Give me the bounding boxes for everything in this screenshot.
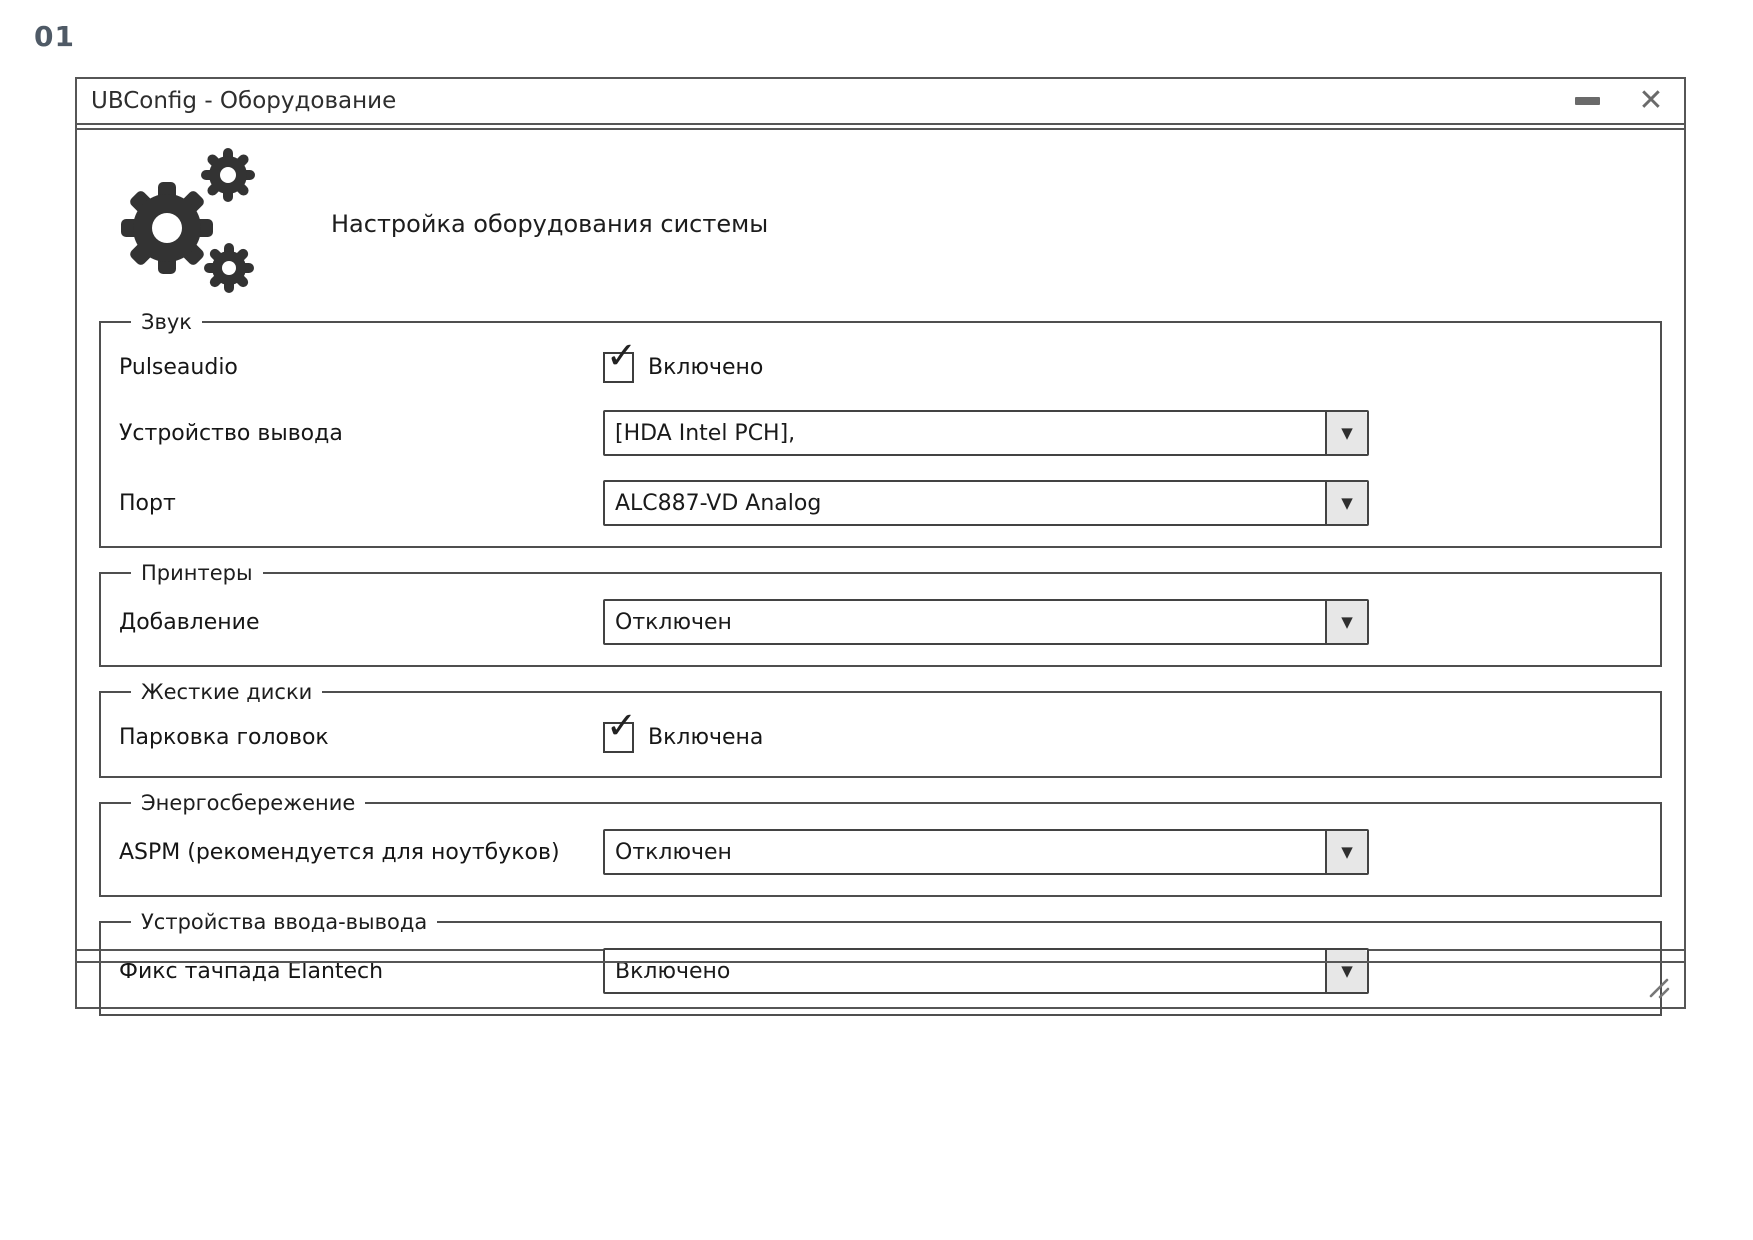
group-legend: Звук — [141, 310, 192, 334]
settings-row — [119, 587, 1642, 657]
dropdown-arrow-button[interactable] — [1325, 482, 1367, 524]
minimize-icon — [1575, 97, 1600, 105]
group-legend: Принтеры — [141, 561, 253, 585]
group-printers — [99, 561, 1662, 667]
dropdown-arrow-icon: ▼ — [1341, 493, 1353, 512]
checkmark-icon: ✓ — [606, 333, 638, 377]
dropdown-port[interactable] — [603, 480, 1369, 526]
setting-label-port: Порт — [119, 490, 176, 516]
settings-row — [119, 817, 1642, 887]
dropdown-printer-add[interactable] — [603, 599, 1369, 645]
resize-grip-icon — [1646, 975, 1672, 1001]
window-title: UBConfig - Оборудование — [91, 88, 397, 114]
gear-small-bottom — [203, 242, 255, 294]
setting-label-pulseaudio: Pulseaudio — [119, 354, 238, 380]
status-bar — [77, 958, 1684, 1007]
minimize-button[interactable] — [1572, 86, 1602, 116]
dropdown-value: Включено — [615, 958, 731, 984]
settings-row — [119, 398, 1642, 468]
group-sound — [99, 310, 1662, 548]
resize-grip[interactable] — [1646, 975, 1672, 1001]
setting-label-printer-add: Добавление — [119, 609, 260, 635]
dropdown-arrow-button[interactable] — [1325, 831, 1367, 873]
checkmark-icon: ✓ — [606, 703, 638, 747]
settings-row — [119, 703, 1642, 768]
titlebar[interactable] — [77, 79, 1684, 125]
dropdown-arrow-button[interactable] — [1325, 412, 1367, 454]
group-power-saving — [99, 791, 1662, 897]
setting-label-elantech-touchpad-fix: Фикс тачпада Elantech — [119, 958, 384, 984]
figure-label: 01 — [34, 20, 75, 53]
dropdown-arrow-icon: ▼ — [1341, 423, 1353, 442]
dropdown-value: ALC887-VD Analog — [615, 490, 822, 516]
group-legend: Устройства ввода-вывода — [141, 910, 428, 934]
group-hard-drives — [99, 680, 1662, 778]
dropdown-arrow-icon: ▼ — [1341, 612, 1353, 631]
setting-label-output-device: Устройство вывода — [119, 420, 343, 446]
checkbox-pulseaudio[interactable] — [603, 333, 638, 383]
group-legend: Энергосбережение — [141, 791, 356, 815]
dropdown-value: [HDA Intel PCH], — [615, 420, 796, 446]
header-caption: Настройка оборудования системы — [331, 210, 769, 238]
group-legend: Жесткие диски — [141, 680, 313, 704]
setting-label-aspm: ASPM (рекомендуется для ноутбуков) — [119, 839, 560, 865]
close-button[interactable]: ✕ — [1638, 83, 1664, 118]
settings-row — [119, 333, 1642, 398]
checkbox-state-label: Включено — [648, 354, 764, 380]
checkbox-field-pulseaudio — [603, 333, 1642, 383]
dropdown-output-device[interactable] — [603, 410, 1369, 456]
dropdown-arrow-icon: ▼ — [1341, 842, 1353, 861]
dropdown-value: Отключен — [615, 609, 732, 635]
dropdown-aspm[interactable] — [603, 829, 1369, 875]
gear-small-top — [199, 146, 257, 204]
settings-row — [119, 468, 1642, 538]
checkbox-head-parking[interactable] — [603, 703, 638, 753]
checkbox-state-label: Включена — [648, 724, 764, 750]
gears-icon — [119, 146, 269, 302]
dropdown-arrow-icon: ▼ — [1341, 961, 1353, 980]
setting-label-head-parking: Парковка головок — [119, 724, 329, 750]
groups-container — [99, 310, 1662, 1016]
hardware-header — [99, 130, 1662, 310]
checkbox-field-head-parking — [603, 703, 1642, 753]
window-buttons — [1572, 83, 1666, 118]
ubconfig-window — [75, 77, 1686, 1009]
dropdown-value: Отключен — [615, 839, 732, 865]
dropdown-arrow-button[interactable] — [1325, 601, 1367, 643]
content-area — [77, 128, 1684, 984]
